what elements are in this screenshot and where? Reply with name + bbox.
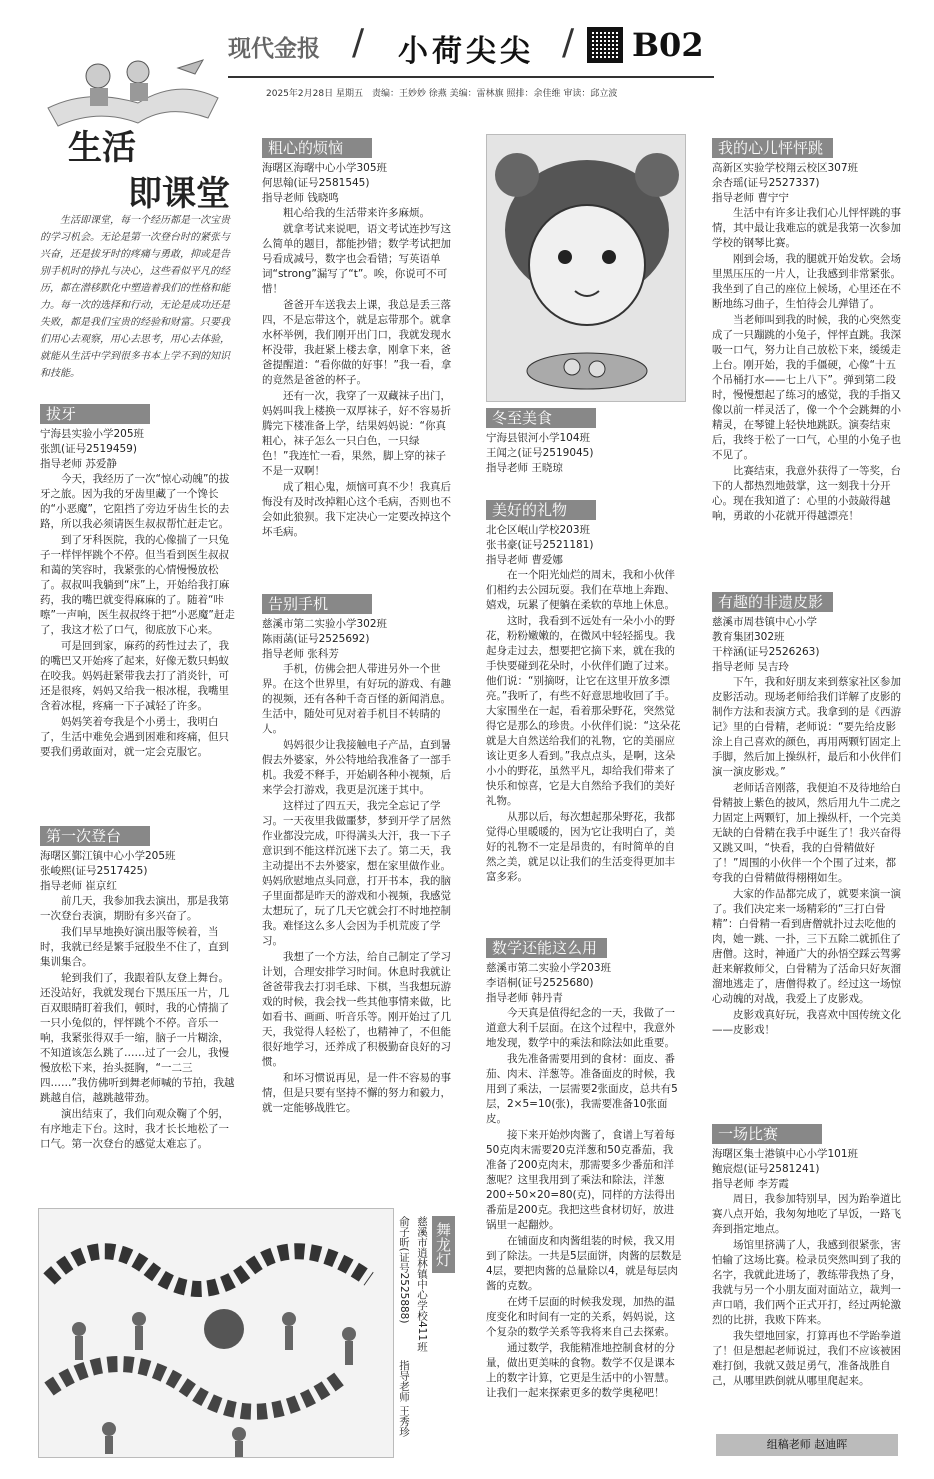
paragraph: 成了粗心鬼，烦恼可真不少！我真后悔没有及时改掉粗心这个毛病，否则也不会如此狼狈。我下定决心一定要改掉这个坏毛病。 [262, 481, 451, 538]
dateline: 2025年2月28日 星期五 责编：王妙妙 徐燕 美编：雷林旗 照排：余佳维 审读：邱立波 [266, 89, 618, 99]
paragraph: 手机，仿佛会把人带进另外一个世界。在这个世界里，有好玩的游戏、有趣的视频，还有各种千奇百怪的新闻消息。生活中，随处可见对着手机目不转睛的人。 [262, 663, 451, 735]
paragraph: 通过数学，我能精准地控制食材的分量，做出更美味的食物。数学不仅是课本上的数字计算，它更是生活中的小智慧。让我们一起来探索更多的数学奥秘吧！ [486, 1342, 675, 1399]
school: 海曙区海曙中心小学305班 [262, 162, 388, 174]
paragraph: 我失望地回家，打算再也不学跆拳道了！但是想起老师说过，我们不应该被困难打倒，我就又鼓足勇气，准备战胜自己，从哪里跌倒就从哪里爬起来。 [712, 1330, 901, 1387]
paragraph: 下午，我和好朋友来到蔡家社区参加皮影活动。现场老师给我们详解了皮影的制作方法和表演方式。我拿到的是《西游记》里的白骨精，老师说：“要先给皮影涂上自己喜欢的颜色，再用两颗钉固定上手脚，然后加上操纵杆，最后和小伙伴们演一演皮影戏。” [712, 676, 901, 778]
teacher: 指导老师 张科芳 [262, 648, 339, 660]
paragraph: 刚到会场，我的腿就开始发软。会场里黑压压的一片人，让我感到非常紧张。我坐到了自己的座位上候场，心里还在不断地练习曲子，生怕待会儿弹错了。 [712, 253, 901, 310]
paragraph: 从那以后，每次想起那朵野花，我都觉得心里暖暖的，因为它让我明白了，美好的礼物不一定是昂贵的，有时简单的自然之美，就足以让我们的生活变得更加丰富多彩。 [486, 811, 675, 883]
teacher: 指导老师 吴吉玲 [712, 661, 789, 673]
article-title: 数学还能这么用 [486, 938, 607, 958]
paragraph: 老师话音刚落，我便迫不及待地给白骨精披上紫色的披风，然后用九牛二虎之力固定上两颗钉，加上操纵杆，一个完美无缺的白骨精在我手中诞生了！我兴奋得又跳又叫，“快看，我的白骨精做好了！”周围的小伙伴一个个围了过来，都夸我的白骨精做得栩栩如生。 [712, 782, 901, 884]
article-title-vertical: 舞龙灯 [432, 1216, 455, 1273]
author: 余杏瑶(证号2527337) [712, 177, 820, 189]
school: 北仑区岷山学校203班 [486, 524, 591, 536]
paragraph: 演出结束了，我们向观众鞠了个躬，有序地走下台。这时，我才长长地松了一口气。第一次登台的感觉太难忘了。 [40, 1108, 229, 1150]
teacher: 指导老师 苏爱静 [40, 458, 117, 470]
intro-text: 生活即课堂，每一个经历都是一次宝贵的学习机会。无论是第一次登台时的紧张与兴奋，还是拔牙时的疼痛与勇敢，抑或是告别手机时的挣扎与决心，这些看似平凡的经历，都在潜移默化中塑造着我们的性格和能力。每一次的选择和行动，无论是成功还是失败，都是我们宝贵的经验和财富。只要我们用心去观察，用心去思考，用心去体验，就能从生活中学到很多书本上学不到的知识和技能。 [40, 215, 230, 379]
teacher: 指导老师 韩丹青 [486, 992, 563, 1004]
editor-credit: 组稿老师 赵迪晖 [716, 1434, 898, 1456]
paragraph: 今天，我经历了一次“惊心动魄”的拔牙之旅。因为我的牙齿里藏了一个馋长的“小恶魔”，它阻挡了旁边牙齿生长的去路，所以我必须请医生叔叔帮忙赶走它。 [40, 473, 230, 530]
school: 慈溪市第二实验小学302班 [262, 618, 388, 630]
paragraph: 接下来开始炒肉酱了，食谱上写着每50克肉末需要20克洋葱和50克番茄，我准备了200克肉末，那需要多少番茄和洋葱呢？这里我用到了乘法和除法，洋葱200÷50×20=80(克)，同样的方法得出番茄是200克。我把这些食材切好，放进锅里一起翻炒。 [486, 1129, 676, 1231]
author: 张书豪(证号2521181) [486, 539, 594, 551]
paragraph: 大家的作品都完成了，就要来演一演了。我们决定来一场精彩的“三打白骨精”：白骨精一看到唐僧就扑过去吃他的肉，她一跳、一扑，三下五除二就抓住了唐僧。这时，神通广大的孙悟空踩云驾雾赶来解救师父，白骨精为了活命只好灰溜溜地逃走了，唐僧得救了。经过这一场惊心动魄的对战，我爱上了皮影戏。 [712, 888, 901, 1005]
article-title: 冬至美食 [486, 408, 596, 428]
winter-solstice-painting [486, 134, 686, 402]
paragraph: 今天真是值得纪念的一天，我做了一道意大利千层面。在这个过程中，我意外地发现，数学中的乘法和除法如此重要。 [486, 1007, 675, 1049]
paragraph: 爸爸开车送我去上课，我总是丢三落四，不是忘带这个，就是忘带那个。就拿水杯举例，我们刚开出门口，我就发现水杯没带，我赶紧上楼去拿，刚拿下来，爸爸提醒道：“看你做的好事！”我一看，拿的竟然是爸爸的杯子。 [262, 299, 452, 386]
article-first-stage [40, 822, 236, 1182]
article-title: 有趣的非遗皮影 [712, 592, 833, 612]
teacher: 指导老师 钱晓鸣 [262, 192, 339, 204]
article-byline [486, 961, 682, 1006]
school: 海曙区鄞江镇中心小学205班 [40, 850, 176, 862]
teacher: 指导老师 曹爱娜 [486, 554, 563, 566]
article-pull-tooth [40, 400, 236, 878]
article-title: 拔牙 [40, 404, 150, 424]
paragraph: 比赛结束，我意外获得了一等奖，台下的人都热烈地鼓掌，这一刻我十分开心。现在我知道了：心里的小鼓敲得越响，勇敢的小花就开得越漂亮！ [712, 465, 901, 522]
author: 张峻熙(证号2517425) [40, 865, 148, 877]
article-byline [486, 523, 682, 568]
qr-code-icon [587, 27, 623, 63]
paragraph: 前几天，我参加我去演出，那是我第一次登台表演，期盼有多兴奋了。 [40, 895, 229, 922]
article-title: 我的心儿怦怦跳 [712, 138, 833, 158]
school: 宁海县银河小学104班 [486, 432, 591, 444]
paragraph: 这时，我看到不远处有一朵小小的野花，粉粉嫩嫩的，在微风中轻轻摇曳。我起身走过去，想要把它摘下来，就在我的手快要碰到花朵时，小伙伴们跑了过来。他们说：“别摘呀，让它在这里开放多漂亮。”我听了，有些不好意思地收回了手。大家围坐在一起，看着那朵野花，突然觉得它是那么的珍贵。小伙伴们说：“这朵花就是大自然送给我们的礼物，它的美丽应该让更多人看到。”我点点头，是啊，这朵小小的野花，虽然平凡，却给我们带来了快乐和惊喜，它是大自然给予我们的美好礼物。 [486, 615, 681, 807]
paragraph: 粗心给我的生活带来许多麻烦。 [283, 207, 430, 219]
school: 高新区实验学校翔云校区307班 [712, 162, 859, 174]
paragraph: 和坏习惯说再见，是一件不容易的事情，但是只要有坚持不懈的努力和毅力，就一定能够战胜它。 [262, 1072, 451, 1114]
publication-name: 现代金报 [228, 35, 320, 62]
school: 海曙区集士港镇中心小学101班 [712, 1148, 859, 1160]
teacher: 指导老师 李芳霞 [712, 1178, 789, 1190]
author: 俞子昕(证号2525888) [398, 1216, 410, 1324]
school: 慈溪市第二实验小学203班 [486, 962, 612, 974]
teacher: 指导老师 曹宁宁 [712, 192, 789, 204]
article-winter-food [486, 404, 676, 496]
author: 干梓涵(证号2526263) [712, 646, 820, 658]
article-math-use [486, 934, 682, 1462]
school-line-2: 教育集团302班 [712, 631, 785, 643]
paragraph: 我先准备需要用到的食材：面皮、番茄、肉末、洋葱等。准备面皮的时候，我用到了乘法，一层需要2张面皮，总共有5层，2×5=10(张)，我需要准备10张面皮。 [486, 1053, 678, 1125]
paragraph: 还有一次，我穿了一双藏袜子出门，妈妈叫我上楼换一双厚袜子，好不容易折腾完下楼准备上学，结果妈妈说：“你真粗心，袜子怎么一只白色，一只绿色！”我连忙一看，果然，脚上穿的袜子不是一双啊！ [262, 390, 451, 477]
paragraph: 在铺面皮和肉酱组装的时候，我又用到了除法。一共是5层面饼，肉酱的层数是4层，要把肉酱的总量除以4，就是每层肉酱的克数。 [486, 1235, 682, 1292]
article-byline [262, 161, 452, 206]
divider: / [562, 22, 575, 63]
article-byline [712, 1147, 902, 1192]
paragraph: 场馆里挤满了人，我感到很紧张，害怕输了这场比赛。检录员突然叫到了我的名字，我就此进场了，教练带我热了身，我就与另一个小朋友面对面站立，裁判一声口哨，我们两个正式开打，经过两轮激烈的比拼，我败下阵来。 [712, 1239, 901, 1326]
article-beautiful-gift [486, 496, 682, 934]
paragraph: 妈妈很少让我接触电子产品，直到暑假去外婆家，外公特地给我准备了一部手机。我爱不释手，开始刷各种小视频，后来学会打游戏，我更是沉迷于其中。 [262, 739, 451, 796]
girl-painting-icon [487, 135, 686, 402]
paragraph: 皮影戏真好玩，我喜欢中国传统文化——皮影戏！ [712, 1009, 901, 1036]
teacher: 指导老师 王秀珍 [398, 1360, 410, 1437]
paragraph: 我们早早地换好演出服等候着，当时，我就已经是繁手冠股坐不住了，直到集训集合。 [40, 926, 229, 968]
author: 陈雨菡(证号2525692) [262, 633, 370, 645]
article-byline [262, 617, 452, 662]
author: 何思翰(证号2581545) [262, 177, 370, 189]
author: 张凯(证号2519459) [40, 443, 137, 455]
author: 鲍宸煜(证号2581241) [712, 1163, 820, 1175]
paragraph: 妈妈笑着夸我是个小勇士，我明白了，生活中难免会遇到困难和疼痛，但只要我们勇敢面对，就一定会克服它。 [40, 716, 229, 758]
school: 宁海县实验小学205班 [40, 428, 145, 440]
paragraph: 在一个阳光灿烂的周末，我和小伙伴们相约去公园玩耍。我们在草地上奔跑、嬉戏，玩累了便躺在柔软的草地上休息。 [486, 569, 675, 611]
teacher: 指导老师 王晓琼 [486, 462, 563, 474]
author: 李语桐(证号2525680) [486, 977, 594, 989]
article-byline [712, 615, 902, 675]
section-title: 小荷尖尖 [398, 34, 534, 69]
page-number: B02 [632, 26, 704, 64]
author: 王闻之(证号2519045) [486, 447, 594, 459]
paragraph: 当老师叫到我的时候，我的心突然变成了一只蹦跳的小兔子，怦怦直跳。我深吸一口气，努力让自己放松下来，缓缓走上台。刚开始，我的手僵硬，心像“十五个吊桶打水——七上八下”。弹到第二段时，慢慢想起了练习的感觉，我的手指又像以前一样灵活了，像一个个会跳舞的小精灵，在琴键上轻快地跳跃。演奏结束后，我终于松了一口气，心里的小兔子也不见了。 [712, 314, 901, 461]
article-goodbye-phone [262, 590, 452, 1186]
paragraph: 到了牙科医院，我的心像揣了一只兔子一样怦怦跳个不停。但当看到医生叔叔和蔼的笑容时，我紧张的心情慢慢放松了。叔叔叫我躺到“床”上，开始给我打麻药，我的嘴巴就变得麻麻的了。随着“咔嚓”一声响，医生叔叔终于把“小恶魔”赶走了，我这才松了口气，彻底放下心来。 [40, 534, 235, 636]
header-rule [228, 76, 714, 78]
divider: / [352, 22, 365, 63]
article-heart-beating [712, 134, 902, 586]
article-title: 告别手机 [262, 594, 372, 614]
teacher: 指导老师 崔京红 [40, 880, 117, 892]
article-a-match [712, 1120, 902, 1430]
paragraph: 这样过了四五天，我完全忘记了学习。一天夜里我做噩梦，梦到开学了居然作业都没完成，吓得满头大汗，我一下子意识到不能这样沉迷下去了。第二天，我主动提出不去外婆家，想在家里做作业。妈妈欣慰地点头同意，打开书本，我的脑子里面都是昨天的游戏和小视频，我感觉太想玩了，玩了几天它就会打不时地控制我。难怪这么多人会因为手机荒废了学习。 [262, 800, 451, 947]
article-title: 第一次登台 [40, 826, 150, 846]
feature-banner [28, 48, 238, 214]
paragraph: 就拿考试来说吧，语文考试连抄写这么简单的题目，都能抄错；数学考试把加号看成减号，数字也会看错；写英语单词“strong”漏写了“t”。唉，你说可不可惜！ [262, 223, 451, 295]
paragraph: 可是回到家，麻药的药性过去了，我的嘴巴又开始疼了起来，好像无数只蚂蚁在咬我。妈妈赶紧带我去打了消炎针，可还是很疼，妈妈又给我一根冰棍，我嘴里含着冰棍，疼痛一下子减轻了许多。 [40, 640, 229, 712]
school: 慈溪市逍林镇中心学校411班 [416, 1216, 428, 1352]
feature-title-line-2: 即课堂 [128, 174, 230, 214]
paragraph: 周日，我参加特别早，因为跆拳道比赛八点开始，我匆匆地吃了早饭，一路飞奔到指定地点。 [712, 1193, 901, 1235]
article-byline [40, 849, 236, 894]
paragraph: 我想了一个方法，给自己制定了学习计划，合理安排学习时间。休息时我就让爸爸带我去打羽毛球、下棋，当我想玩游戏的时候，我会找一些其他事情来做，比如看书、画画、听音乐等。刚开始过了几天，我觉得人轻松了，也精神了，不但能很好地学习，还养成了积极勤奋良好的习惯。 [262, 951, 451, 1068]
article-title: 美好的礼物 [486, 500, 596, 520]
article-byline [712, 161, 902, 206]
dragon-dance-painting [38, 1208, 394, 1458]
paragraph: 生活中有许多让我们心儿怦怦跳的事情，其中最让我难忘的就是我第一次参加学校的钢琴比赛。 [712, 207, 901, 249]
feature-intro [40, 212, 230, 382]
article-byline [40, 427, 236, 472]
article-title: 一场比赛 [712, 1124, 822, 1144]
school: 慈溪市周巷镇中心小学 [712, 616, 817, 628]
article-title: 粗心的烦恼 [262, 138, 372, 158]
feature-title-line-1: 生活 [68, 128, 136, 168]
dragon-painting-icon [39, 1209, 394, 1458]
article-byline [486, 431, 676, 476]
paragraph: 在烤千层面的时候我发现，加热的温度变化和时间有一定的关系，妈妈说，这个复杂的数学关系等我将来自己去探索。 [486, 1296, 675, 1338]
article-shadow-puppet [712, 588, 902, 1118]
paragraph: 轮到我们了，我跟着队友登上舞台。还没站好，我就发现台下黑压压一片，几百双眼睛盯着我们，顿时，我的心情揣了一只小兔似的，怦怦跳个不停。音乐一响，我紧张得双手一缩，脑子一片糊涂，不知道该怎么跳了……过了一会儿，我慢慢放松下来，抬头挺胸，“一二三四……”我仿佛听到舞老师喊的节拍，我越跳越自信，越跳越带劲。 [40, 972, 235, 1104]
article-careless [262, 134, 452, 592]
